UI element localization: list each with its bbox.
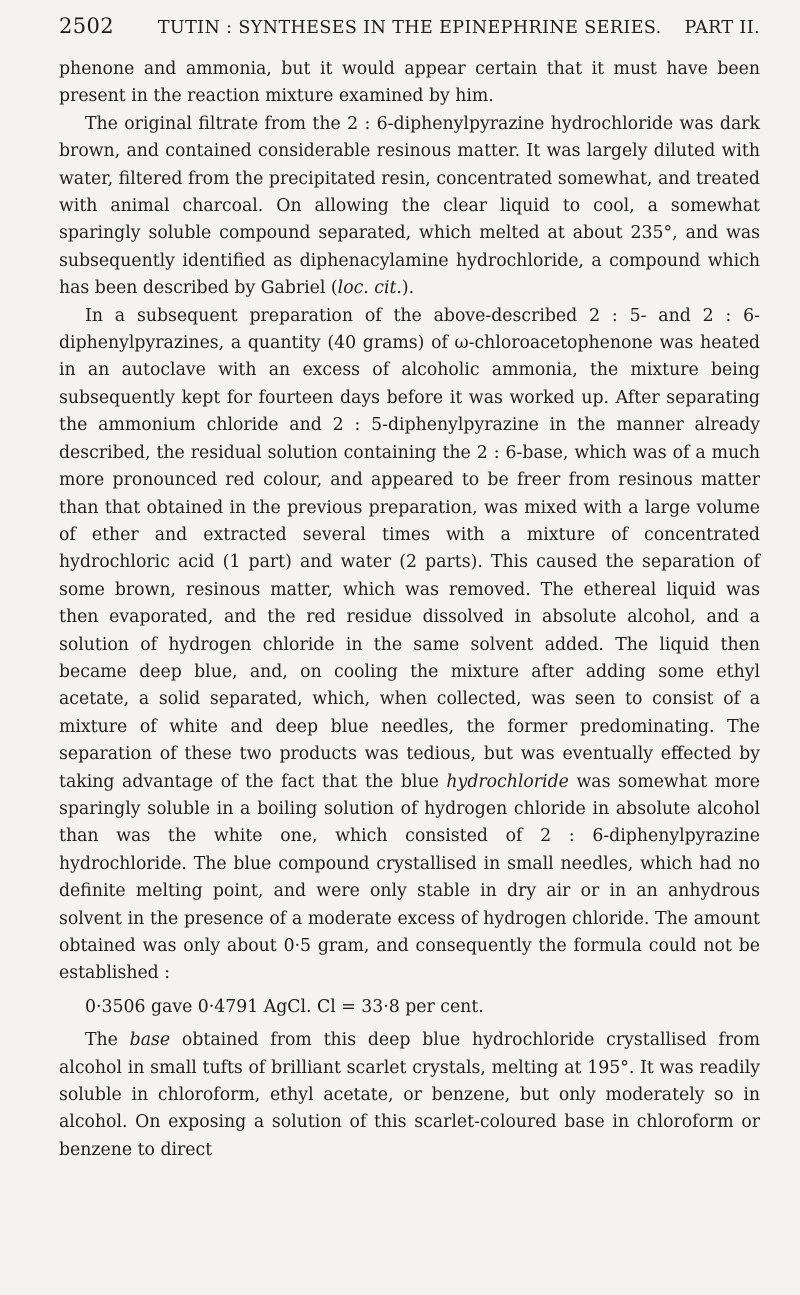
paragraph-text: The original filtrate from the 2 : 6-diphenylpyrazine hydrochloride was dark brown, and contained considerable resinous matter. It was largely diluted with water, filtered from the precipitated resin, concentrated somewhat, and treated with animal charcoal. On allowing the clear liquid to cool, a somewhat sparingly soluble compound separated, which melted at about 235°, and was subsequently identified as diphenacylamine hydrochloride, a compound which has been described by Gabriel (	[59, 113, 760, 299]
part-label: PART II.	[684, 18, 760, 38]
paragraph-text: ).	[401, 278, 415, 299]
page-number: 2502	[59, 14, 115, 38]
paragraph-filtrate	[59, 111, 760, 303]
analysis-formula: 0·3506 gave 0·4791 AgCl. Cl = 33·8 per cent.	[85, 996, 484, 1017]
running-title: TUTIN : SYNTHESES IN THE EPINEPHRINE SERIES.	[157, 18, 662, 38]
paragraph-text: was somewhat more sparingly soluble in a boiling solution of hydrogen chloride in absolute alcohol than was the white one, which consisted of 2 : 6-diphenylpyrazine hydrochloride. The blue compound crystallised in small needles, which had no definite melting point, and were only stable in dry air or in an anhydrous solvent in the presence of a moderate excess of hydrogen chloride. The amount obtained was only about 0·5 gram, and consequently the formula could not be established :	[59, 771, 760, 984]
base-italic: base	[129, 1030, 171, 1051]
body-text-continued	[59, 1027, 760, 1164]
paragraph-preparation	[59, 303, 760, 988]
running-head	[59, 14, 760, 38]
paragraph-text: obtained from this deep blue hydrochloride crystallised from alcohol in small tufts of brilliant scarlet crystals, melting at 195°. It was readily soluble in chloroform, ethyl acetate, or benzene, but only moderately so in alcohol. On exposing a solution of this scarlet-coloured base in chloroform or benzene to direct	[59, 1030, 760, 1160]
paragraph-text: The	[85, 1030, 130, 1051]
paragraph-base	[59, 1027, 760, 1164]
body-text	[59, 56, 760, 988]
paragraph-continuation	[59, 56, 760, 111]
citation-italic: loc. cit.	[337, 278, 402, 299]
hydrochloride-italic: hydrochloride	[446, 771, 569, 792]
paragraph-text: In a subsequent preparation of the above-described 2 : 5- and 2 : 6-diphenylpyrazines, a quantity (40 grams) of ω-chloroacetophenone was heated in an autoclave with an excess of alcoholic ammonia, the mixture being subsequently kept for fourteen days before it was worked up. After separating the ammonium chloride and 2 : 5-diphenylpyrazine in the manner already described, the residual solution containing the 2 : 6-base, which was of a much more pronounced red colour, and appeared to be freer from resinous matter than that obtained in the previous preparation, was mixed with a large volume of ether and extracted several times with a mixture of concentrated hydrochloric acid (1 part) and water (2 parts). This caused the separation of some brown, resinous matter, which was removed. The ethereal liquid was then evaporated, and the red residue dissolved in absolute alcohol, and a solution of hydrogen chloride in the same solvent added. The liquid then became deep blue, and, on cooling the mixture after adding some ethyl acetate, a solid separated, which, when collected, was seen to consist of a mixture of white and deep blue needles, the former predominating. The separation of these two products was tedious, but was eventually effected by taking advantage of the fact that the blue	[59, 305, 760, 792]
paragraph-text: phenone and ammonia, but it would appear certain that it must have been present in the reaction mixture examined by him.	[59, 59, 760, 107]
